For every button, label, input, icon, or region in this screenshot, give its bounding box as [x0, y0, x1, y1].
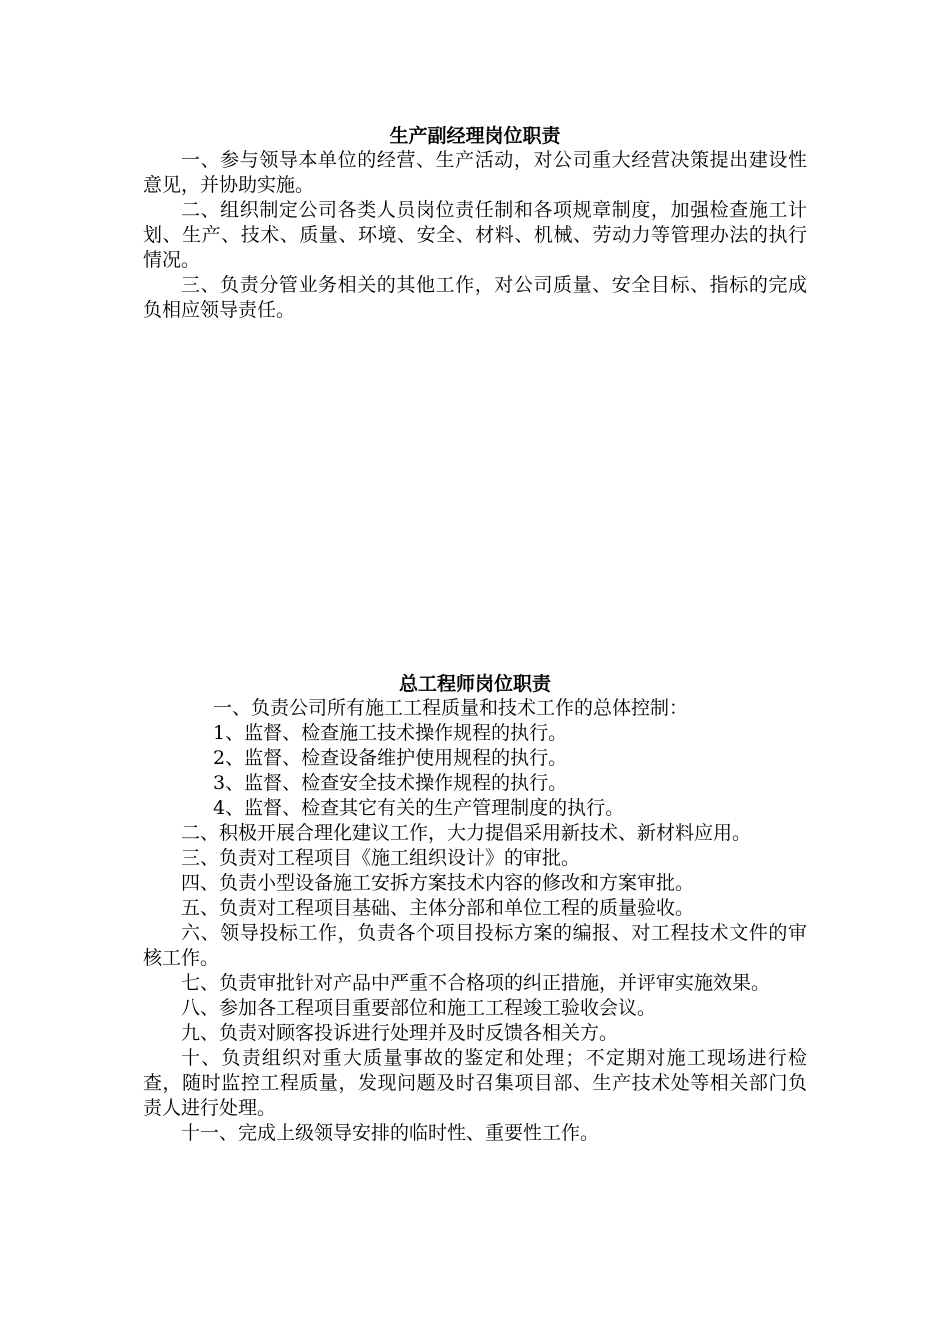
paragraph: 二、积极开展合理化建议工作，大力提倡采用新技术、新材料应用。: [181, 822, 752, 844]
paragraph: 十、负责组织对重大质量事故的鉴定和处理；不定期对施工现场进行检查，随时监控工程质量，发现问题及时召集项目部、生产技术处等相关部门负责人进行处理。: [143, 1047, 807, 1119]
paragraph: 五、负责对工程项目基础、主体分部和单位工程的质量验收。: [181, 897, 695, 919]
paragraph: 三、负责对工程项目《施工组织设计》的审批。: [181, 847, 581, 869]
sub-item: 1、监督、检查施工技术操作规程的执行。: [213, 722, 568, 744]
section-production-deputy-manager: [143, 124, 807, 323]
paragraph: 四、负责小型设备施工安拆方案技术内容的修改和方案审批。: [181, 872, 695, 894]
paragraph-intro: 一、负责公司所有施工工程质量和技术工作的总体控制：: [213, 697, 689, 719]
paragraph: 六、领导投标工作，负责各个项目投标方案的编报、对工程技术文件的审核工作。: [143, 922, 807, 969]
section-title: 总工程师岗位职责: [398, 673, 551, 695]
paragraph: 一、参与领导本单位的经营、生产活动，对公司重大经营决策提出建设性意见，并协助实施。: [143, 149, 807, 196]
paragraph: 七、负责审批针对产品中严重不合格项的纠正措施，并评审实施效果。: [181, 972, 771, 994]
section-title: 生产副经理岗位职责: [389, 125, 561, 147]
paragraph: 九、负责对顾客投诉进行处理并及时反馈各相关方。: [181, 1022, 619, 1044]
sub-item: 3、监督、检查安全技术操作规程的执行。: [213, 772, 568, 794]
paragraph: 二、组织制定公司各类人员岗位责任制和各项规章制度，加强检查施工计划、生产、技术、质量、环境、安全、材料、机械、劳动力等管理办法的执行情况。: [143, 199, 807, 271]
paragraph: 八、参加各工程项目重要部位和施工工程竣工验收会议。: [181, 997, 657, 1019]
paragraph: 三、负责分管业务相关的其他工作，对公司质量、安全目标、指标的完成负相应领导责任。: [143, 274, 807, 321]
paragraph: 十一、完成上级领导安排的临时性、重要性工作。: [181, 1122, 600, 1144]
sub-item: 4、监督、检查其它有关的生产管理制度的执行。: [213, 797, 625, 819]
section-chief-engineer: [143, 672, 807, 1146]
sub-item: 2、监督、检查设备维护使用规程的执行。: [213, 747, 568, 769]
